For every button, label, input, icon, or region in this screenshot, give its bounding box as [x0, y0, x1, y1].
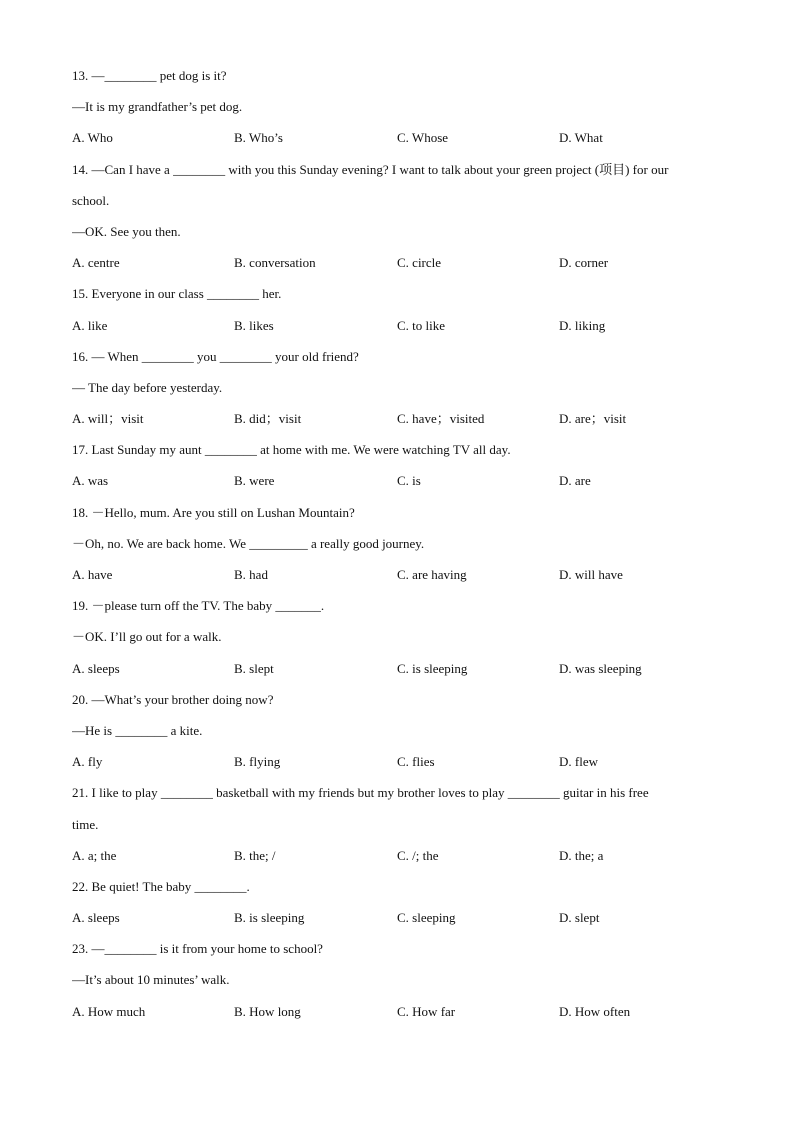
- answer-option-b: B. Who’s: [234, 130, 283, 146]
- answer-option-a: A. Who: [72, 130, 113, 146]
- answer-option-a: A. fly: [72, 754, 103, 770]
- question-line: －OK. I’ll go out for a walk.: [72, 629, 222, 645]
- question-block: [72, 497, 732, 591]
- question-line: —OK. See you then.: [72, 223, 181, 239]
- answer-option-b: B. conversation: [234, 255, 316, 271]
- question-line: —It’s about 10 minutes’ walk.: [72, 972, 230, 988]
- answer-option-d: D. are: [559, 473, 591, 489]
- answer-options: [72, 465, 732, 496]
- answer-option-b: B. slept: [234, 660, 274, 676]
- question-block: [72, 341, 732, 435]
- answer-option-a: A. was: [72, 473, 109, 489]
- question-block: [72, 60, 732, 154]
- question-block: [72, 777, 732, 871]
- answer-options: [72, 996, 732, 1027]
- question-stem: 18. －Hello, mum. Are you still on Lushan Mountain?: [72, 504, 355, 520]
- answer-option-b: B. did；visit: [234, 411, 302, 427]
- answer-option-c: C. is: [397, 473, 421, 489]
- answer-options: [72, 247, 732, 278]
- answer-option-a: A. sleeps: [72, 660, 120, 676]
- answer-option-c: C. to like: [397, 317, 446, 333]
- question-stem: 16. — When ________ you ________ your old friend?: [72, 348, 359, 364]
- question-stem: 20. —What’s your brother doing now?: [72, 691, 274, 707]
- answer-option-b: B. likes: [234, 317, 274, 333]
- answer-option-a: A. will；visit: [72, 411, 144, 427]
- answer-options: [72, 902, 732, 933]
- question-line: — The day before yesterday.: [72, 379, 223, 395]
- question-stem: 17. Last Sunday my aunt ________ at home with me. We were watching TV all day.: [72, 442, 511, 458]
- answer-option-b: B. the; /: [234, 847, 276, 863]
- question-stem: 14. —Can I have a ________ with you this Sunday evening? I want to talk about your green project (项目) for our: [72, 161, 669, 177]
- answer-options: [72, 653, 732, 684]
- answer-option-d: D. was sleeping: [559, 660, 642, 676]
- answer-option-d: D. flew: [559, 754, 598, 770]
- answer-option-b: B. were: [234, 473, 275, 489]
- question-stem: 22. Be quiet! The baby ________.: [72, 878, 250, 894]
- answer-option-d: D. are；visit: [559, 411, 627, 427]
- answer-option-d: D. liking: [559, 317, 606, 333]
- question-block: [72, 154, 732, 279]
- answer-option-a: A. have: [72, 567, 113, 582]
- question-line: school.: [72, 192, 110, 208]
- answer-options: [72, 122, 732, 153]
- answer-options: [72, 746, 732, 777]
- question-line: －Oh, no. We are back home. We _________ a really good journey.: [72, 535, 425, 551]
- answer-option-c: C. circle: [397, 255, 442, 271]
- answer-options: [72, 403, 732, 434]
- answer-options: [72, 840, 732, 871]
- answer-option-d: D. the; a: [559, 847, 604, 863]
- answer-option-c: C. sleeping: [397, 910, 456, 926]
- answer-option-a: A. sleeps: [72, 910, 120, 926]
- question-block: [72, 933, 732, 1027]
- answer-options: [72, 310, 732, 341]
- answer-option-a: A. centre: [72, 255, 120, 271]
- question-stem: 21. I like to play ________ basketball with my friends but my brother loves to play ________ guitar in his free: [72, 785, 649, 801]
- answer-option-a: A. a; the: [72, 847, 117, 863]
- answer-option-c: C. is sleeping: [397, 660, 468, 676]
- question-block: [72, 434, 732, 496]
- question-line: —It is my grandfather’s pet dog.: [72, 99, 243, 115]
- answer-options: [72, 559, 732, 590]
- question-stem: 15. Everyone in our class ________ her.: [72, 286, 282, 302]
- question-block: [72, 684, 732, 778]
- question-block: [72, 278, 732, 340]
- question-line: —He is ________ a kite.: [72, 722, 203, 738]
- question-stem: 23. —________ is it from your home to school?: [72, 941, 323, 957]
- answer-option-b: B. flying: [234, 754, 281, 770]
- answer-option-d: D. will have: [559, 567, 623, 582]
- answer-option-d: D. corner: [559, 255, 609, 271]
- question-block: [72, 871, 732, 933]
- answer-option-c: C. How far: [397, 1003, 456, 1019]
- answer-option-c: C. are having: [397, 567, 467, 582]
- answer-option-c: C. flies: [397, 754, 435, 770]
- question-stem: 13. —________ pet dog is it?: [72, 68, 227, 83]
- answer-option-a: A. like: [72, 317, 108, 333]
- question-stem: 19. －please turn off the TV. The baby _______.: [72, 598, 325, 614]
- worksheet-page: [72, 60, 732, 1027]
- answer-option-b: B. had: [234, 567, 268, 582]
- question-line: time.: [72, 816, 99, 832]
- answer-option-d: D. What: [559, 130, 603, 146]
- question-block: [72, 590, 732, 684]
- answer-option-b: B. is sleeping: [234, 910, 305, 926]
- answer-option-d: D. How often: [559, 1003, 631, 1019]
- answer-option-c: C. have；visited: [397, 411, 485, 427]
- answer-option-c: C. Whose: [397, 130, 449, 146]
- answer-option-d: D. slept: [559, 910, 600, 926]
- answer-option-a: A. How much: [72, 1003, 146, 1019]
- answer-option-b: B. How long: [234, 1003, 301, 1019]
- answer-option-c: C. /; the: [397, 847, 439, 863]
